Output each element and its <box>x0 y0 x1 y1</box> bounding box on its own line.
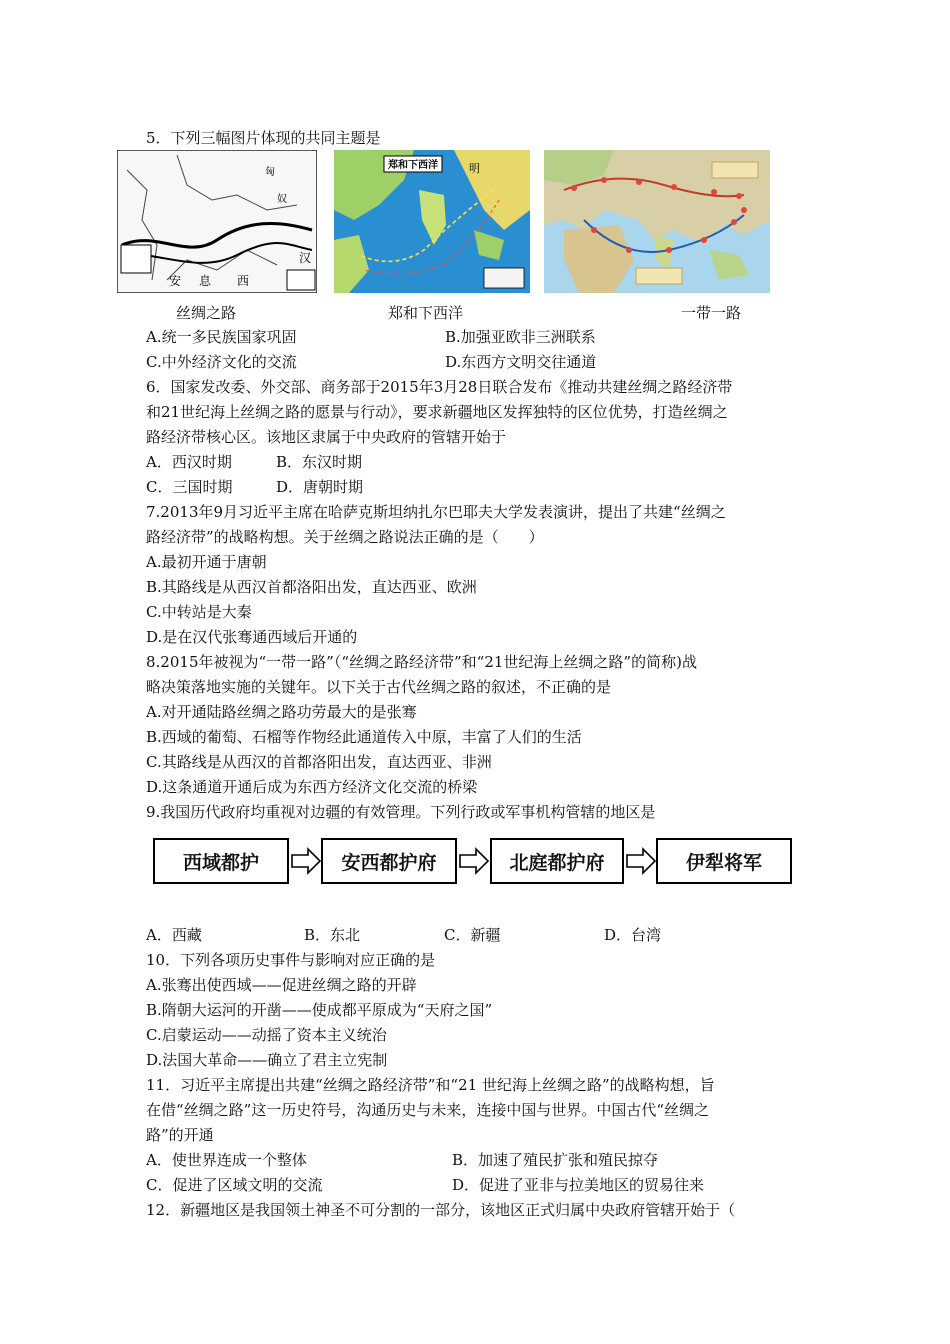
flow-box-2: 安西都护府 <box>321 838 457 884</box>
q10-option-d[interactable]: D.法国大革命——确立了君主立宪制 <box>146 1051 388 1069</box>
q7-line-1: 7.2013年9月习近平主席在哈萨克斯坦纳扎尔巴耶夫大学发表演讲，提出了共建“丝绸之 <box>146 503 726 521</box>
q5-option-c[interactable]: C.中外经济文化的交流 <box>146 353 297 371</box>
q10-option-a[interactable]: A.张骞出使西域——促进丝绸之路的开辟 <box>146 976 417 994</box>
flow-box-3: 北庭都护府 <box>490 838 624 884</box>
q6-line-2: 和21世纪海上丝绸之路的愿景与行动》，要求新疆地区发挥独特的区位优势，打造丝绸之 <box>146 403 728 421</box>
q7-line-2: 路经济带”的战略构想。关于丝绸之路说法正确的是（ ） <box>146 528 544 546</box>
q10-option-c[interactable]: C.启蒙运动——动摇了资本主义统治 <box>146 1026 387 1044</box>
fig3-caption: 一带一路 <box>681 304 742 322</box>
q9-stem: 9.我国历代政府均重视对边疆的有效管理。下列行政或军事机构管辖的地区是 <box>146 803 656 821</box>
q6-option-c[interactable]: C．三国时期 <box>146 478 233 496</box>
belt-road-map <box>544 150 770 293</box>
q11-line-1: 11．习近平主席提出共建“丝绸之路经济带”和“21 世纪海上丝绸之路”的战略构想，旨 <box>146 1076 715 1094</box>
fig2-label: 明 <box>469 162 480 175</box>
q8-option-b[interactable]: B.西域的葡萄、石榴等作物经此通道传入中原，丰富了人们的生活 <box>146 728 582 746</box>
flow-arrow-3-icon <box>625 847 657 875</box>
q11-option-b[interactable]: B．加速了殖民扩张和殖民掠夺 <box>452 1151 659 1169</box>
q7-option-b[interactable]: B.其路线是从西汉首都洛阳出发，直达西亚、欧洲 <box>146 578 477 596</box>
q11-line-3: 路”的开通 <box>146 1126 214 1144</box>
fig2-caption: 郑和下西洋 <box>388 304 464 322</box>
q8-line-2: 略决策落地实施的关键年。以下关于古代丝绸之路的叙述，不正确的是 <box>146 678 612 696</box>
flow-box-4: 伊犁将军 <box>656 838 792 884</box>
q7-option-c[interactable]: C.中转站是大秦 <box>146 603 252 621</box>
q6-option-d[interactable]: D．唐朝时期 <box>276 478 364 496</box>
flow-box-1: 西域都护 <box>153 838 289 884</box>
q7-option-a[interactable]: A.最初开通于唐朝 <box>146 553 267 571</box>
fig1-label-5: 汉 <box>299 251 312 265</box>
q6-option-b[interactable]: B．东汉时期 <box>276 453 363 471</box>
q9-option-c[interactable]: C．新疆 <box>444 926 501 944</box>
fig1-label-2: 安 <box>169 274 182 288</box>
q12-stem: 12．新疆地区是我国领土神圣不可分割的一部分，该地区正式归属中央政府管辖开始于（ <box>146 1201 736 1219</box>
q11-option-a[interactable]: A．使世界连成一个整体 <box>146 1151 307 1169</box>
q5-option-d[interactable]: D.东西方文明交往通道 <box>445 353 597 371</box>
fig1-label-0: 匈 <box>265 167 275 178</box>
q8-option-a[interactable]: A.对开通陆路丝绸之路功劳最大的是张骞 <box>146 703 417 721</box>
q10-option-b[interactable]: B.隋朝大运河的开凿——使成都平原成为“天府之国” <box>146 1001 493 1019</box>
fig2-title: 郑和下西洋 <box>388 160 438 171</box>
q5-stem: 5．下列三幅图片体现的共同主题是 <box>146 129 381 147</box>
q11-option-c[interactable]: C．促进了区域文明的交流 <box>146 1176 323 1194</box>
q6-line-1: 6．国家发改委、外交部、商务部于2015年3月28日联合发布《推动共建丝绸之路经济带 <box>146 378 733 396</box>
q7-option-d[interactable]: D.是在汉代张骞通西域后开通的 <box>146 628 358 646</box>
q6-option-a[interactable]: A．西汉时期 <box>146 453 232 471</box>
fig1-label-3: 息 <box>199 274 212 288</box>
q8-option-c[interactable]: C.其路线是从西汉的首都洛阳出发，直达西亚、非洲 <box>146 753 492 771</box>
q5-option-b[interactable]: B.加强亚欧非三洲联系 <box>445 328 596 346</box>
fig1-label-1: 奴 <box>277 194 287 205</box>
fig1-caption: 丝绸之路 <box>176 304 237 322</box>
flow-arrow-2-icon <box>458 847 490 875</box>
q11-line-2: 在借“丝绸之路”这一历史符号，沟通历史与未来，连接中国与世界。中国古代“丝绸之 <box>146 1101 710 1119</box>
q9-option-a[interactable]: A．西藏 <box>146 926 202 944</box>
q11-option-d[interactable]: D．促进了亚非与拉美地区的贸易往来 <box>452 1176 705 1194</box>
q9-option-b[interactable]: B．东北 <box>304 926 361 944</box>
q5-option-a[interactable]: A.统一多民族国家巩固 <box>146 328 297 346</box>
q10-stem: 10．下列各项历史事件与影响对应正确的是 <box>146 951 436 969</box>
q8-option-d[interactable]: D.这条通道开通后成为东西方经济文化交流的桥梁 <box>146 778 478 796</box>
zheng-he-map <box>334 150 530 293</box>
fig1-label-4: 西 <box>237 274 250 288</box>
q9-option-d[interactable]: D．台湾 <box>604 926 662 944</box>
q6-line-3: 路经济带核心区。该地区隶属于中央政府的管辖开始于 <box>146 428 507 446</box>
flow-arrow-1-icon <box>290 847 322 875</box>
q8-line-1: 8.2015年被视为“一带一路”（“丝绸之路经济带”和“21世纪海上丝绸之路”的简称)战 <box>146 653 697 671</box>
silk-road-map <box>117 150 317 293</box>
